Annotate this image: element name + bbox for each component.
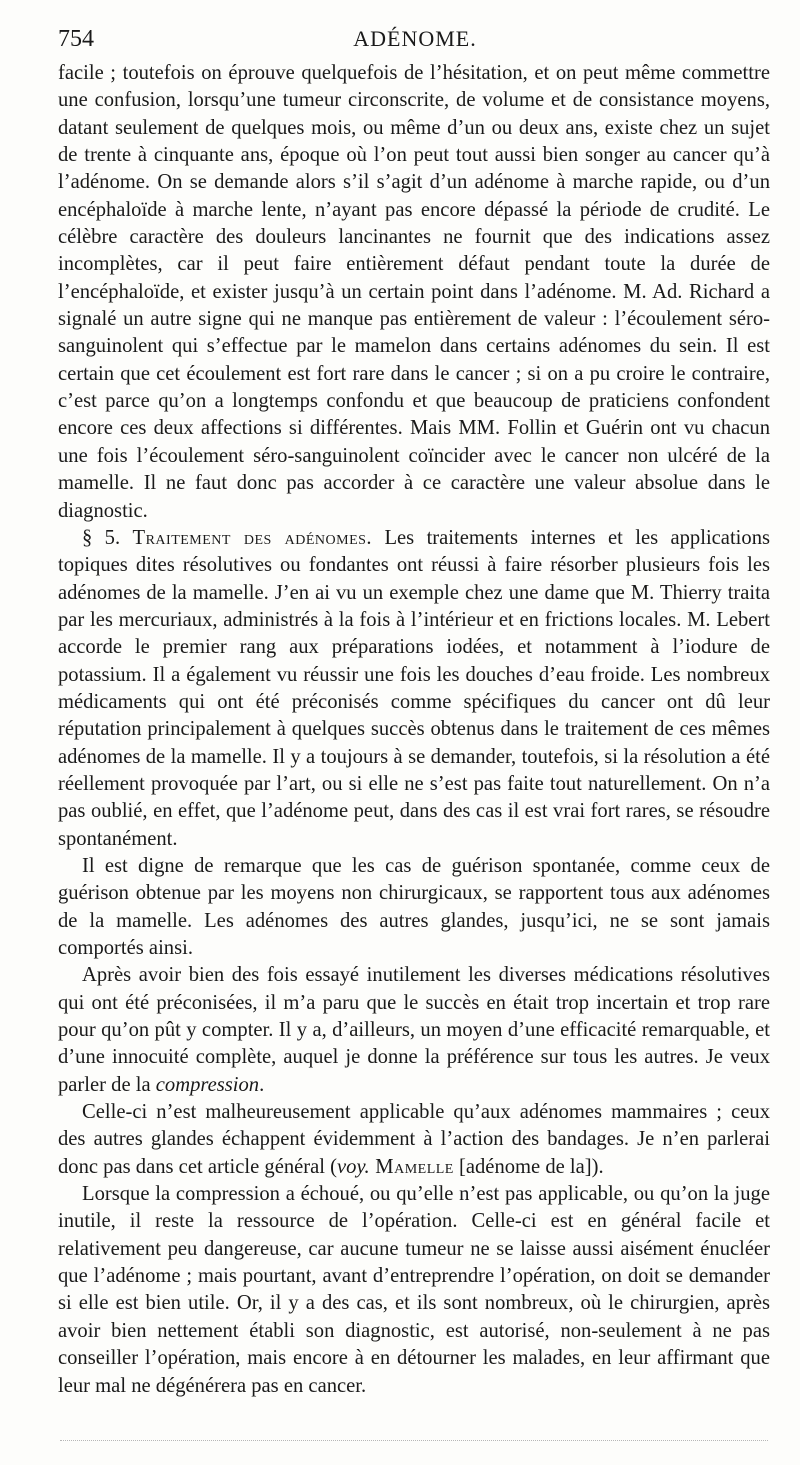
mammary-ref: Mamelle: [369, 1155, 454, 1178]
paragraph-mammary: [58, 1099, 770, 1181]
compression-end: .: [259, 1073, 265, 1096]
footer-rule: [60, 1440, 768, 1441]
paragraph-diagnostic: facile ; toutefois on éprouve quelquefois de l’hésitation, et on peut même commettre une confusion, lorsqu’une tumeur circonscrite, de volume et de consistance moyens, datant seulement de quelques mois, ou même d’un ou deux ans, existe chez un sujet de trente à cinquante ans, époque où l’on peut tout aussi bien songer au cancer qu’à l’adénome. On se demande alors s’il s’agit d’un adénome à marche rapide, ou d’un encéphaloïde à marche lente, n’ayant pas encore dépassé la période de crudité. Le célèbre caractère des douleurs lancinantes ne fournit que des indications assez incomplètes, car il peut faire entièrement défaut pendant toute la durée de l’encéphaloïde, et exister jusqu’à un certain point dans l’adénome. M. Ad. Richard a signalé un autre signe qui ne manque pas entièrement de valeur : l’écoulement séro-sanguinolent qui s’effectue par le mamelon dans certains adénomes du sein. Il est certain que cet écoulement est fort rare dans le cancer ; si on a pu croire le contraire, c’est parce qu’on a longtemps confondu et que beaucoup de praticiens confondent encore ces deux affections si différentes. Mais MM. Follin et Guérin ont vu chacun une fois l’écoulement séro-sanguinolent coïncider avec le cancer non ulcéré de la mamelle. Il ne faut donc pas accorder à ce caractère une valeur absolue dans le diagnostic.: [58, 62, 770, 522]
body-text: [58, 60, 770, 1400]
mammary-end: [adénome de la]).: [453, 1155, 604, 1178]
paragraph-spontaneous-cure: Il est digne de remarque que les cas de guérison spontanée, comme ceux de guérison obtenue par les moyens non chirurgicaux, se rapportent tous aux adénomes de la mamelle. Les adénomes des autres glandes, jusqu’ici, ne se sont jamais comportés ainsi.: [58, 854, 770, 959]
paragraph-operation: Lorsque la compression a échoué, ou qu’elle n’est pas applicable, ou qu’on la juge inutile, il reste la ressource de l’opération. Celle-ci est en général facile et relativement peu dangereuse, car aucune tumeur ne se laisse aussi aisément énucléer que l’adénome ; mais pourtant, avant d’entreprendre l’opération, on doit se demander si elle est bien utile. Or, il y a des cas, et ils sont nombreux, où le chirurgien, après avoir bien nettement établi son diagnostic, est autorisé, non-seulement à ne pas conseiller l’opération, mais encore à en détourner les malades, en leur affirmant que leur mal ne dégénérera pas en cancer.: [58, 1183, 770, 1397]
page-number: 754: [58, 26, 94, 52]
section-number: § 5.: [82, 526, 121, 549]
paragraph-section-5: [58, 525, 770, 853]
paragraph-compression: [58, 962, 770, 1099]
page-header: [58, 26, 772, 58]
compression-emphasis: compression: [155, 1073, 260, 1096]
mammary-voy: voy.: [337, 1155, 370, 1178]
running-title: ADÉNOME.: [353, 26, 477, 51]
compression-text: Après avoir bien des fois essayé inutilement les diverses médications résolutives qui ont été préconisées, il m’a paru que le succès en était trop incertain et trop rare pour qu’on pût y compter. Il y a, d’ailleurs, un moyen d’une efficacité remarquable, et d’une innocuité complète, auquel je donne la préférence sur tous les autres. Je veux parler de la: [58, 964, 770, 1096]
section-heading: Traitement des adénomes.: [132, 526, 373, 549]
section-text: Les traitements internes et les applications topiques dites résolutives ou fondantes ont réussi à faire résorber plusieurs fois les adénomes de la mamelle. J’en ai vu un exemple chez une dame que M. Thierry traita par les mercuriaux, administrés à la fois à l’intérieur et en frictions locales. M. Lebert accorde le premier rang aux préparations iodées, et notamment à l’iodure de potassium. Il a également vu réussir une fois les douches d’eau froide. Les nombreux médicaments qui ont été préconisés comme spécifiques du cancer ont dû leur réputation principalement à quelques succès obtenus dans le traitement de ces mêmes adénomes de la mamelle. Il y a toujours à se demander, toutefois, si la résolution a été réellement provoquée par l’art, ou si elle ne s’est pas faite tout naturellement. On n’a pas oublié, en effet, que l’adénome peut, dans des cas il est vrai fort rares, se résoudre spontanément.: [58, 526, 771, 850]
mammary-text: Celle-ci n’est malheureusement applicable qu’aux adénomes mammaires ; ceux des autres glandes échappent évidemment à l’action des bandages. Je n’en parlerai donc pas dans cet article général (: [58, 1101, 770, 1178]
